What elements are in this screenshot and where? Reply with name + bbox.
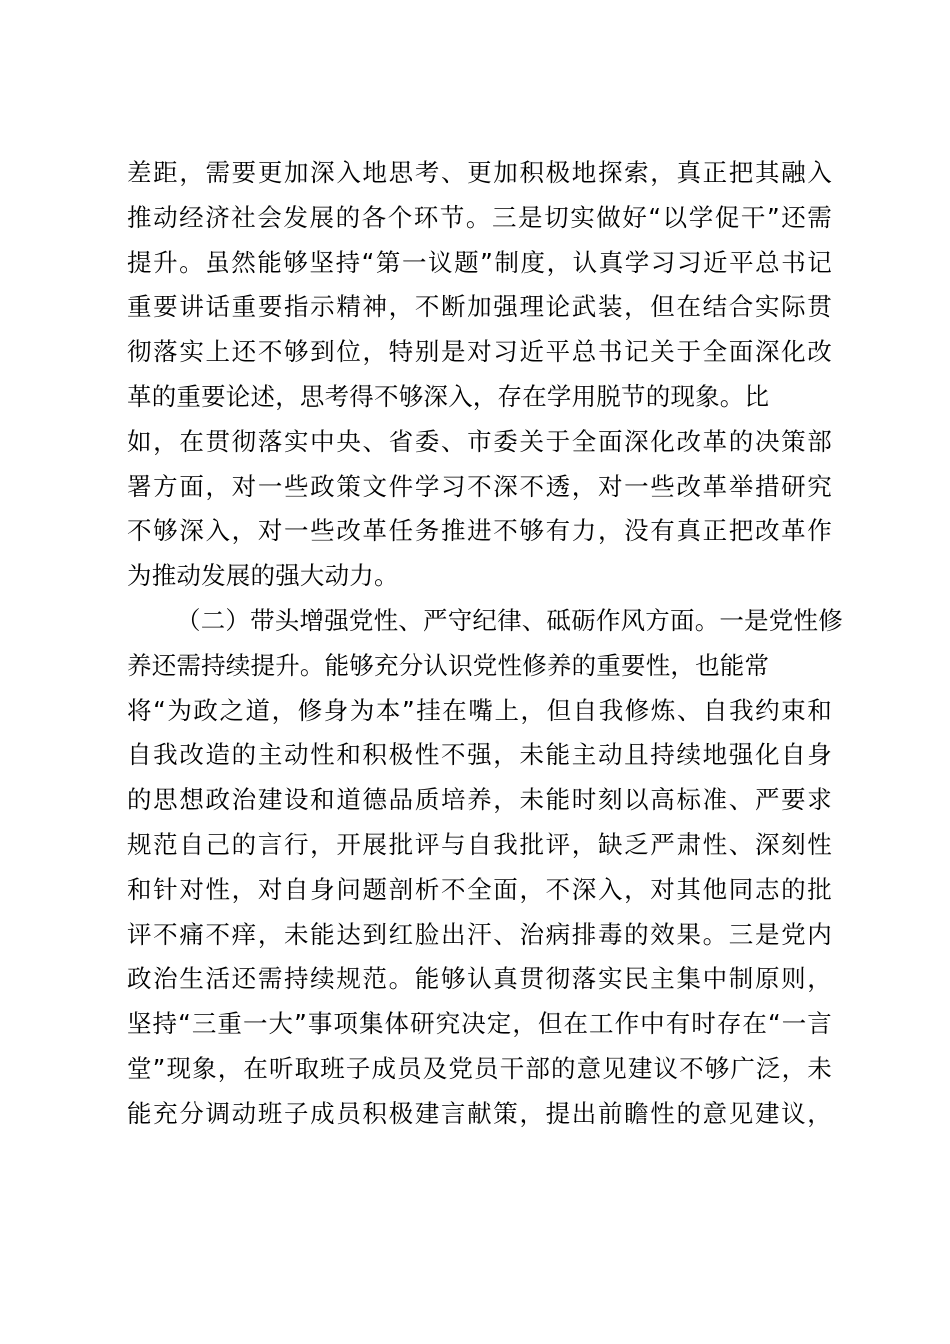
text-line: 的思想政治建设和道德品质培养，未能时刻以高标准、严要求 xyxy=(127,785,832,815)
text-line: 评不痛不痒，未能达到红脸出汗、治病排毒的效果。三是党内 xyxy=(127,919,832,949)
text-line: 政治生活还需持续规范。能够认真贯彻落实民主集中制原则， xyxy=(127,964,832,994)
text-line: 提升。虽然能够坚持“第一议题”制度，认真学习习近平总书记 xyxy=(127,247,832,277)
text-line: 和针对性，对自身问题剖析不全面，不深入，对其他同志的批 xyxy=(127,874,832,904)
text-line: 彻落实上还不够到位，特别是对习近平总书记关于全面深化改 xyxy=(127,337,832,367)
text-line: 署方面，对一些政策文件学习不深不透，对一些改革举措研究 xyxy=(127,471,832,501)
text-line: 推动经济社会发展的各个环节。三是切实做好“以学促干”还需 xyxy=(127,202,832,232)
text-line: 自我改造的主动性和积极性不强，未能主动且持续地强化自身 xyxy=(127,740,832,770)
text-line: 革的重要论述，思考得不够深入，存在学用脱节的现象。比 xyxy=(127,381,770,411)
paragraph-end-line: 为推动发展的强大动力。 xyxy=(127,561,399,591)
text-line: 不够深入，对一些改革任务推进不够有力，没有真正把改革作 xyxy=(127,516,832,546)
text-line: 能充分调动班子成员积极建言献策，提出前瞻性的意见建议， xyxy=(127,1098,832,1128)
text-line: 堂”现象，在听取班子成员及党员干部的意见建议不够广泛，未 xyxy=(127,1053,832,1083)
text-line: 将“为政之道，修身为本”挂在嘴上，但自我修炼、自我约束和 xyxy=(127,695,832,725)
document-body xyxy=(127,151,843,1137)
section-heading-line: （二）带头增强党性、严守纪律、砥砺作风方面。一是党性修 xyxy=(176,605,843,635)
text-line: 重要讲话重要指示精神，不断加强理论武装，但在结合实际贯 xyxy=(127,292,832,322)
text-line: 坚持“三重一大”事项集体研究决定，但在工作中有时存在“一言 xyxy=(127,1009,832,1039)
text-line: 差距，需要更加深入地思考、更加积极地探索，真正把其融入 xyxy=(127,158,832,187)
text-line: 养还需持续提升。能够充分认识党性修养的重要性，也能常 xyxy=(127,650,770,680)
text-line: 规范自己的言行，开展批评与自我批评，缺乏严肃性、深刻性 xyxy=(127,829,832,859)
text-line: 如，在贯彻落实中央、省委、市委关于全面深化改革的决策部 xyxy=(127,426,832,456)
